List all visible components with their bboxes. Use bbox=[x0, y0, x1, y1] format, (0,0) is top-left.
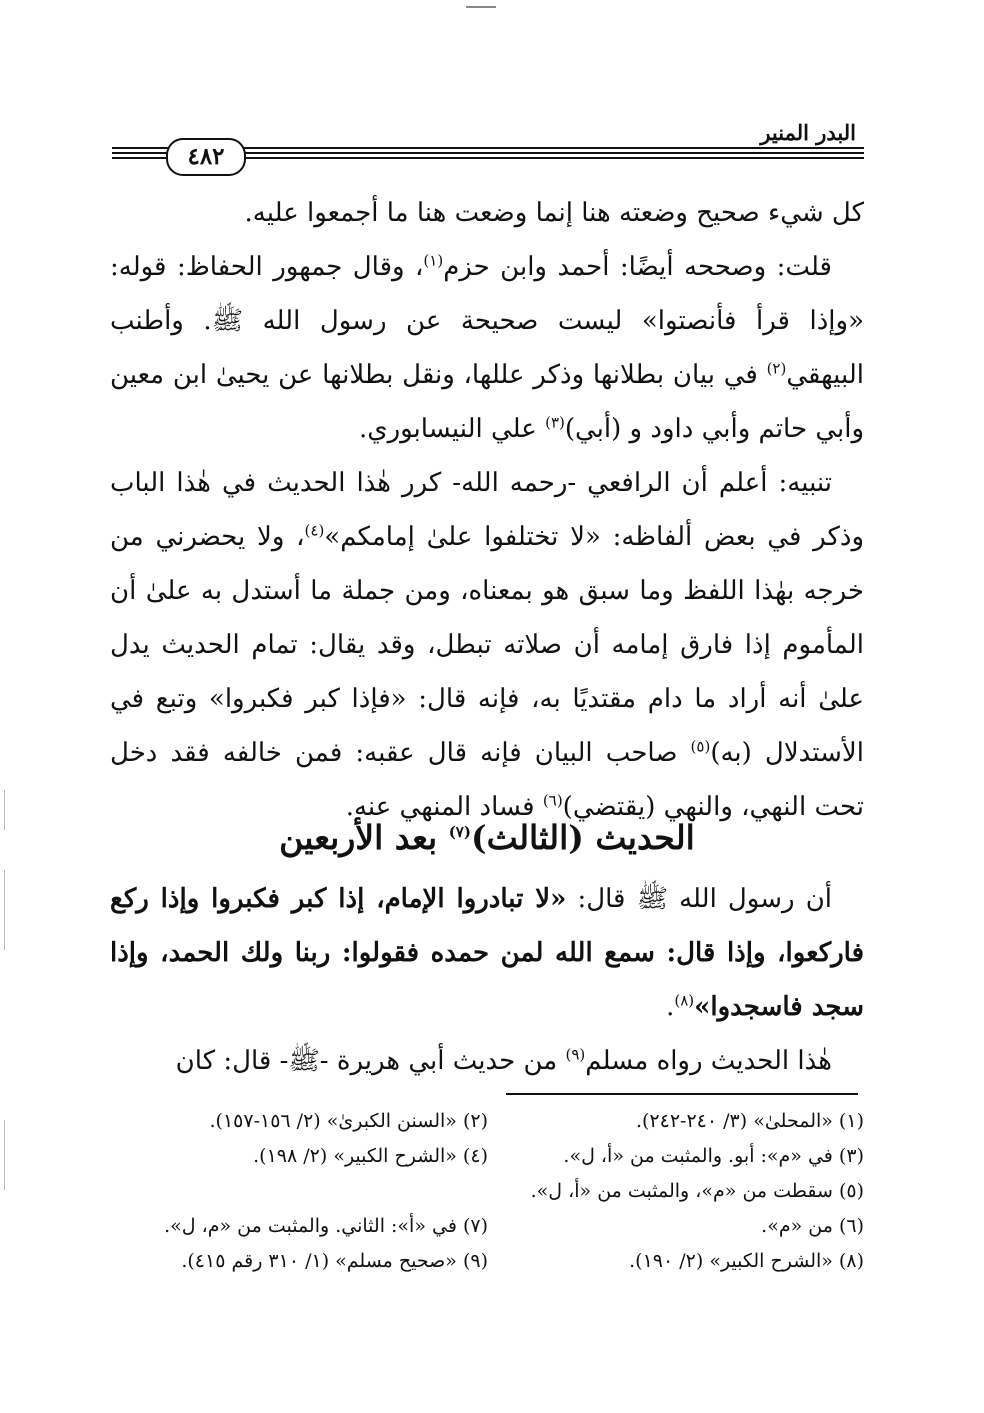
footnote-ref: (٩) bbox=[565, 1045, 586, 1064]
section-heading: الحديث (الثالث)$^{(٧)}$ بعد الأربعين bbox=[279, 818, 695, 857]
footnote-ref: (٥) bbox=[690, 737, 711, 756]
page-number: ٤٨٢ bbox=[166, 138, 246, 176]
footnote-separator bbox=[506, 1093, 858, 1095]
footnote: (٩) «صحيح مسلم» (١/ ٣١٠ رقم ٤١٥). bbox=[181, 1250, 488, 1272]
footnote: (١) «المحلىٰ» (٣/ ٢٤٠-٢٤٢). bbox=[635, 1110, 864, 1132]
footnote: (٦) من «م». bbox=[761, 1215, 864, 1237]
footnote-ref: (١) bbox=[423, 251, 444, 270]
footnote: (٥) سقطت من «م»، والمثبت من «أ، ل». bbox=[530, 1180, 864, 1202]
paragraph: تنبيه: أعلم أن الرافعي -رحمه الله- كرر هٰذا الحديث في هٰذا الباب وذكر في بعض ألفاظه: «لا تختلفوا علىٰ إمامكم»$^{(٤)}$، ولا يحضرني من خرجه بهٰذا اللفظ وما سبق هو بمعناه، ومن جملة ما أستدل به علىٰ أن المأموم إذا فارق إمامه أن صلاته تبطل، وقد يقال: تمام الحديث يدل علىٰ أنه أراد ما دام مقتديًا به، فإنه قال: «فإذا كبر فكبروا» وتبع في الأستدلال (به)$^{(٥)}$ صاحب البيان فإنه قال عقبه: فمن خالفه فقد دخل تحت النهي، والنهي (يقتضي)$^{(٦)}$ فساد المنهي عنه. bbox=[110, 468, 864, 822]
footnote: (٧) في «أ»: الثاني. والمثبت من «م، ل». bbox=[164, 1215, 488, 1237]
footnote-ref: (٧) bbox=[448, 823, 471, 841]
footnote-ref: (٦) bbox=[542, 791, 563, 810]
top-mark bbox=[466, 6, 496, 8]
paragraph: أن رسول الله ﷺ قال: «لا تبادروا الإمام، إذا كبر فكبروا وإذا ركع فاركعوا، وإذا قال: سمع الله لمن حمده فقولوا: ربنا ولك الحمد، وإذا سجد فاسجدوا»$^{(٨)}$. bbox=[110, 884, 864, 1022]
main-text bbox=[110, 186, 864, 834]
footnote-ref: (٣) bbox=[545, 413, 565, 432]
margin-mark bbox=[4, 870, 5, 950]
footnote-ref: (٢) bbox=[766, 359, 787, 378]
paragraph: كل شيء صحيح وضعته هنا إنما وضعت هنا ما أجمعوا عليه. bbox=[244, 198, 864, 228]
hadith-text bbox=[110, 872, 864, 1088]
page-header bbox=[112, 118, 864, 178]
margin-mark bbox=[4, 790, 5, 830]
footnote: (٢) «السنن الكبرىٰ» (٢/ ١٥٦-١٥٧). bbox=[209, 1110, 488, 1132]
book-title: البدر المنير bbox=[760, 120, 856, 145]
footnote-ref: (٨) bbox=[674, 991, 695, 1010]
footnote: (٨) «الشرح الكبير» (٢/ ١٩٠). bbox=[629, 1250, 864, 1272]
paragraph: هٰذا الحديث رواه مسلم$^{(٩)}$ من حديث أبي هريرة -ﷺ- قال: كان bbox=[175, 1045, 832, 1076]
margin-mark bbox=[4, 1120, 5, 1190]
footnote-ref: (٤) bbox=[304, 521, 325, 540]
footnote: (٤) «الشرح الكبير» (٢/ ١٩٨). bbox=[253, 1145, 488, 1167]
paragraph: قلت: وصححه أيضًا: أحمد وابن حزم$^{(١)}$، وقال جمهور الحفاظ: قوله: «وإذا قرأ فأنصتوا» ليست صحيحة عن رسول الله ﷺ. وأطنب البيهقي$^{(٢)}$ في بيان بطلانها وذكر عللها، ونقل بطلانها عن يحيىٰ ابن معين وأبي حاتم وأبي داود و (أبي)$^{(٣)}$ علي النيسابوري. bbox=[110, 251, 864, 444]
footnotes bbox=[112, 1104, 864, 1279]
footnote: (٣) في «م»: أبو. والمثبت من «أ، ل». bbox=[563, 1145, 864, 1167]
